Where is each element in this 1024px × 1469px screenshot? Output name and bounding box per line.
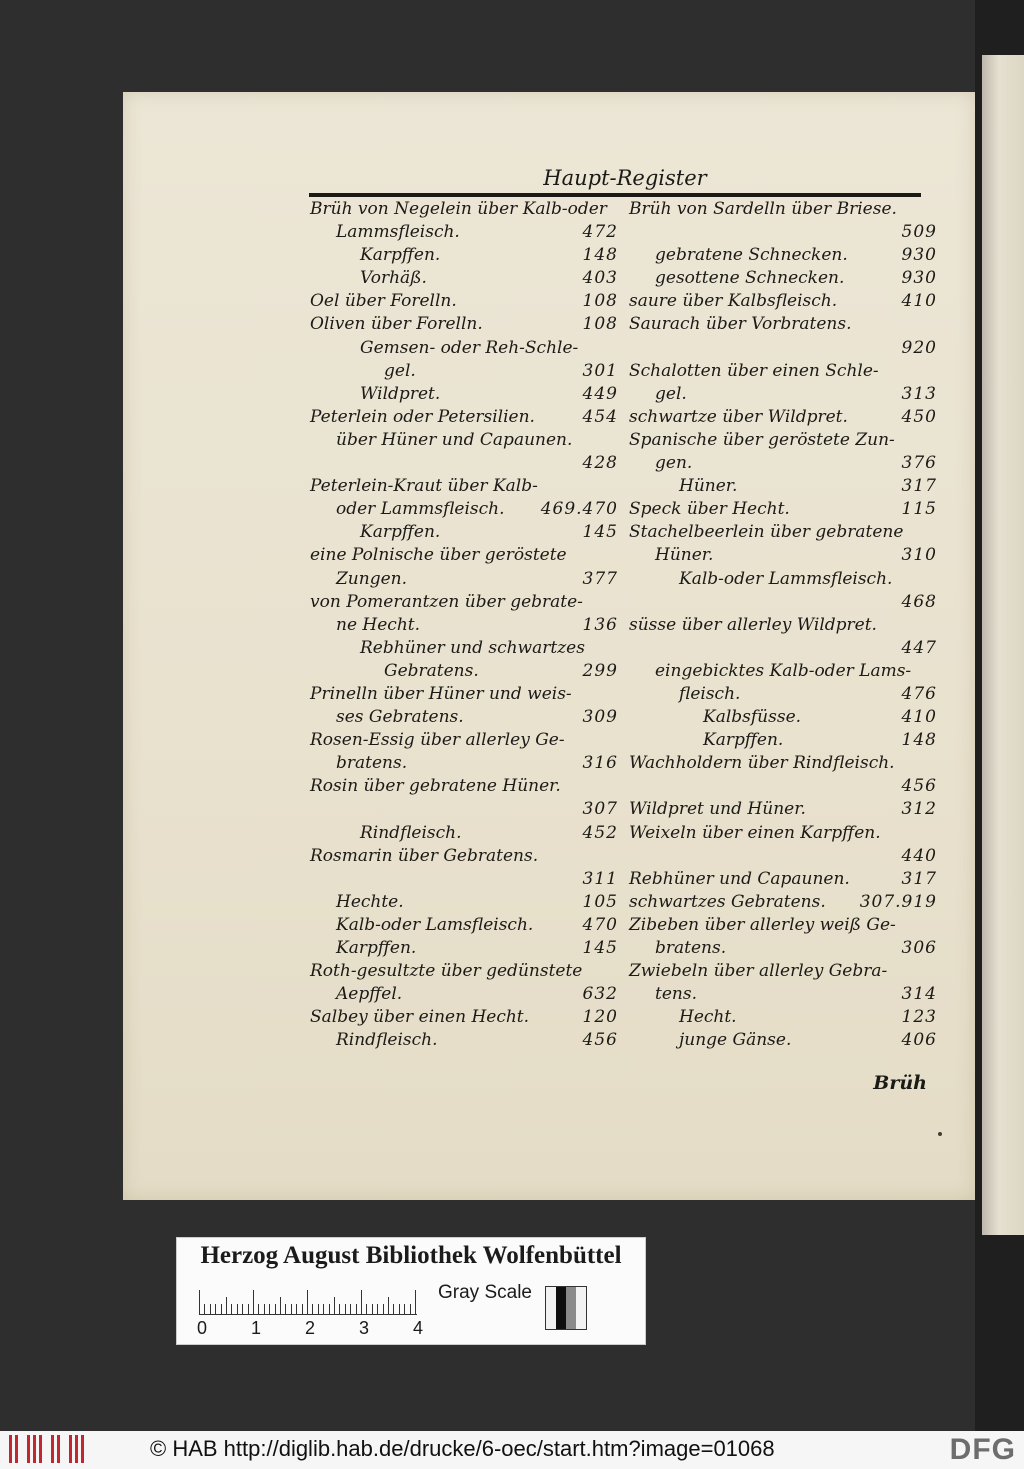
index-entry: [629, 637, 937, 660]
index-entry: [310, 868, 618, 891]
page-number: 108: [582, 291, 618, 312]
page-number: 449: [582, 383, 618, 404]
entry-text: Rosen-Essig über allerley Ge-: [310, 730, 565, 751]
entry-text: Zwiebeln über allerley Gebra-: [629, 961, 888, 982]
ruler-tick: [339, 1304, 340, 1314]
index-column-right: [629, 198, 937, 1052]
index-entry: [310, 637, 618, 660]
entry-text: gen.: [655, 453, 693, 474]
index-entry: [629, 244, 937, 267]
entry-text: Wildpret und Hüner.: [629, 799, 806, 820]
page-number: 447: [901, 637, 937, 658]
color-calibration-card: [176, 1237, 646, 1345]
entry-text: Karpffen.: [336, 938, 417, 958]
ruler-tick: [237, 1304, 238, 1314]
barcode-bar: [45, 1435, 48, 1463]
page-number: 148: [901, 730, 937, 751]
ruler-tick: [253, 1290, 254, 1314]
entry-text: süsse über allerley Wildpret.: [629, 614, 877, 635]
index-entry: [310, 198, 618, 221]
page-number: 316: [582, 753, 618, 774]
entry-text: Weixeln über einen Karpffen.: [629, 822, 881, 843]
ruler-tick: [302, 1304, 303, 1314]
entry-text: gebratene Schnecken.: [655, 245, 848, 266]
dfg-logo: DFG: [949, 1433, 1016, 1466]
page-number: 313: [901, 383, 937, 404]
barcode-bar: [51, 1435, 54, 1463]
ruler-tick: [291, 1304, 292, 1314]
ruler-tick: [361, 1290, 362, 1314]
entry-text: saure über Kalbsfleisch.: [629, 291, 838, 312]
entry-text: schwartze über Wildpret.: [629, 406, 848, 427]
entry-text: Gebratens.: [384, 660, 479, 681]
entry-text: Kalb-oder Lammsfleisch.: [679, 568, 893, 589]
entry-text: Hecht.: [679, 1007, 737, 1028]
entry-text: über Hüner und Capaunen.: [336, 429, 573, 450]
entry-text: eine Polnische über geröstete: [310, 545, 567, 566]
index-entry: [629, 891, 937, 914]
index-entry: [310, 775, 618, 798]
ruler-number: 3: [359, 1318, 370, 1338]
index-entry: [310, 614, 618, 637]
page-number: 410: [901, 707, 937, 728]
ruler-number: 0: [197, 1318, 208, 1338]
entry-text: Rindfleisch.: [360, 822, 462, 843]
index-entry: [629, 660, 937, 683]
page-number: 306: [901, 938, 937, 958]
barcode-bar: [33, 1435, 36, 1463]
ruler-tick: [296, 1304, 297, 1314]
index-entry: [629, 198, 937, 221]
entry-text: gel.: [655, 383, 687, 404]
page-number: 115: [901, 499, 937, 520]
ruler-tick: [221, 1304, 222, 1314]
page-number: 299: [582, 660, 618, 681]
index-entry: [629, 591, 937, 614]
index-entry: [310, 1029, 618, 1052]
entry-text: Karpffen.: [360, 245, 441, 266]
index-entry: [310, 290, 618, 313]
index-entry: [629, 544, 937, 567]
index-entry: [310, 267, 618, 290]
ruler-tick: [393, 1304, 394, 1314]
ruler-tick: [345, 1304, 346, 1314]
page-number: 468: [901, 591, 937, 612]
index-entry: [310, 798, 618, 821]
index-entry: [310, 313, 618, 336]
index-entry: [310, 498, 618, 521]
index-entry: [629, 798, 937, 821]
index-entry: [310, 660, 618, 683]
index-entry: [629, 521, 937, 544]
entry-text: Brüh von Negelein über Kalb-oder: [310, 199, 607, 219]
entry-text: Zungen.: [336, 568, 408, 589]
barcode-bar: [15, 1435, 18, 1463]
ruler-tick: [248, 1304, 249, 1314]
page-number: 136: [582, 614, 618, 635]
entry-text: Rindfleisch.: [336, 1030, 438, 1051]
running-head: Haupt-Register: [543, 166, 707, 190]
index-entry: [310, 960, 618, 983]
head-rule: [309, 193, 921, 197]
page-number: 311: [582, 868, 618, 889]
ruler-tick: [350, 1304, 351, 1314]
index-entry: [629, 360, 937, 383]
entry-text: Gemsen- oder Reh-Schle-: [360, 337, 579, 358]
library-name: Herzog August Bibliothek Wolfenbüttel: [200, 1242, 622, 1269]
entry-text: schwartzes Gebratens.: [629, 891, 826, 912]
entry-text: Prinelln über Hüner und weis-: [310, 683, 572, 704]
entry-text: ne Hecht.: [336, 614, 421, 635]
entry-text: tens.: [655, 984, 697, 1005]
index-entry: [310, 591, 618, 614]
index-entry: [310, 452, 618, 475]
index-entry: [629, 983, 937, 1006]
index-entry: [310, 706, 618, 729]
index-entry: [310, 845, 618, 868]
page-number: 509: [901, 222, 937, 243]
index-entry: [629, 452, 937, 475]
ruler-tick: [323, 1304, 324, 1314]
ruler-number: 2: [305, 1318, 316, 1338]
index-entry: [310, 221, 618, 244]
barcode-bar: [57, 1435, 60, 1463]
page-number: 440: [901, 845, 937, 866]
entry-text: Salbey über einen Hecht.: [310, 1007, 530, 1028]
barcode-bar: [81, 1435, 84, 1463]
ruler-tick: [285, 1304, 286, 1314]
index-entry: [629, 568, 937, 591]
entry-text: eingebicktes Kalb-oder Lams-: [655, 660, 912, 681]
entry-text: Stachelbeerlein über gebratene: [629, 522, 904, 543]
index-entry: [629, 1006, 937, 1029]
index-entry: [629, 752, 937, 775]
entry-text: Rebhüner und Capaunen.: [629, 868, 850, 889]
barcode-bar: [21, 1435, 24, 1463]
page-number: 406: [901, 1030, 937, 1051]
gray-patch: [576, 1287, 586, 1329]
index-entry: [310, 337, 618, 360]
index-entry: [629, 706, 937, 729]
page-number: 145: [582, 522, 618, 543]
entry-text: Zibeben über allerley weiß Ge-: [629, 914, 896, 935]
ink-speck: [938, 1132, 942, 1136]
page-number: 428: [582, 453, 618, 474]
barcode-bar: [9, 1435, 12, 1463]
footer-bar: [0, 1431, 1024, 1469]
index-entry: [310, 1006, 618, 1029]
page-number: 469.470: [540, 499, 618, 520]
page-number: 930: [901, 268, 937, 289]
ruler-tick: [242, 1304, 243, 1314]
page-number: 454: [582, 406, 618, 427]
barcode-bar: [75, 1435, 78, 1463]
page-number: 108: [582, 314, 618, 335]
adjacent-page-edge: [982, 55, 1024, 1235]
index-entry: [310, 244, 618, 267]
entry-text: Wachholdern über Rindfleisch.: [629, 753, 895, 774]
page-number: 403: [582, 268, 618, 289]
index-entry: [629, 775, 937, 798]
index-entry: [310, 568, 618, 591]
index-entry: [310, 983, 618, 1006]
gray-patch: [556, 1287, 566, 1329]
page-number: 123: [901, 1007, 937, 1028]
entry-text: von Pomerantzen über gebrate-: [310, 591, 583, 612]
gray-scale-patches: [545, 1286, 587, 1330]
ruler-tick: [204, 1304, 205, 1314]
ruler-tick: [372, 1304, 373, 1314]
index-entry: [629, 267, 937, 290]
entry-text: Aepffel.: [336, 984, 403, 1005]
index-entry: [310, 937, 618, 960]
entry-text: gesottene Schnecken.: [655, 268, 845, 289]
page-number: 476: [901, 683, 937, 704]
entry-text: Peterlein-Kraut über Kalb-: [310, 476, 538, 497]
page-number: 148: [582, 245, 618, 266]
page-number: 470: [582, 914, 618, 935]
barcode-bar: [27, 1435, 30, 1463]
ruler-number: 1: [251, 1318, 262, 1338]
ruler-tick: [383, 1304, 384, 1314]
index-entry: [310, 383, 618, 406]
page-number: 307: [582, 799, 618, 820]
gray-patch: [566, 1287, 576, 1329]
entry-text: Rosin über gebratene Hüner.: [310, 776, 561, 797]
page-number: 632: [582, 984, 618, 1005]
page-number: 105: [582, 891, 618, 912]
entry-text: Rebhüner und schwartzes: [360, 637, 585, 658]
ruler-tick: [312, 1304, 313, 1314]
index-entry: [629, 822, 937, 845]
index-entry: [629, 221, 937, 244]
index-entry: [310, 406, 618, 429]
page-number: 310: [901, 545, 937, 566]
index-entry: [629, 960, 937, 983]
ruler-tick: [275, 1304, 276, 1314]
ruler-tick: [356, 1304, 357, 1314]
page-number: 376: [901, 453, 937, 474]
index-entry: [310, 891, 618, 914]
index-entry: [629, 914, 937, 937]
gray-scale-label: Gray Scale: [438, 1282, 532, 1303]
entry-text: Roth-gesultzte über gedünstete: [310, 961, 583, 982]
entry-text: Hechte.: [336, 891, 404, 912]
index-entry: [310, 752, 618, 775]
index-entry: [310, 683, 618, 706]
page-number: 307.919: [859, 891, 937, 912]
entry-text: Brüh von Sardelln über Briese.: [629, 199, 897, 219]
ruler-tick: [210, 1304, 211, 1314]
entry-text: Rosmarin über Gebratens.: [310, 845, 539, 866]
index-entry: [629, 429, 937, 452]
barcode-bar: [39, 1435, 42, 1463]
index-entry: [629, 406, 937, 429]
page-number: 377: [582, 568, 618, 589]
page-number: 456: [582, 1030, 618, 1051]
entry-text: bratens.: [655, 938, 727, 958]
ruler-tick: [404, 1304, 405, 1314]
entry-text: ses Gebratens.: [336, 707, 464, 728]
index-entry: [310, 914, 618, 937]
entry-text: Hüner.: [679, 476, 738, 497]
entry-text: Hüner.: [655, 545, 714, 566]
page-number: 317: [901, 868, 937, 889]
page-number: 472: [582, 222, 618, 243]
ruler-tick: [231, 1304, 232, 1314]
entry-text: Oel über Forelln.: [310, 291, 457, 312]
barcode-icon: [9, 1435, 84, 1463]
index-entry: [310, 544, 618, 567]
ruler-tick: [215, 1304, 216, 1314]
index-entry: [629, 290, 937, 313]
index-entry: [629, 313, 937, 336]
entry-text: bratens.: [336, 753, 408, 774]
page-number: 120: [582, 1007, 618, 1028]
index-entry: [310, 360, 618, 383]
index-entry: [310, 429, 618, 452]
page-number: 920: [901, 337, 937, 358]
index-entry: [629, 475, 937, 498]
index-entry: [629, 683, 937, 706]
entry-text: Lammsfleisch.: [336, 222, 460, 243]
index-entry: [629, 383, 937, 406]
ruler-tick: [318, 1304, 319, 1314]
book-page: [123, 92, 975, 1200]
footer-link[interactable]: © HAB http://diglib.hab.de/drucke/6-oec/start.htm?image=01068: [150, 1436, 775, 1461]
ruler-tick: [388, 1297, 389, 1314]
entry-text: Saurach über Vorbratens.: [629, 314, 852, 335]
ruler-tick: [226, 1297, 227, 1314]
entry-text: Wildpret.: [360, 383, 441, 404]
index-entry: [629, 729, 937, 752]
measuring-ruler: [199, 1284, 417, 1315]
entry-text: gel.: [384, 360, 416, 381]
page-number: 456: [901, 776, 937, 797]
entry-text: Peterlein oder Petersilien.: [310, 406, 535, 427]
page-number: 301: [582, 360, 618, 381]
ruler-tick: [399, 1304, 400, 1314]
index-entry: [629, 498, 937, 521]
index-entry: [629, 868, 937, 891]
ruler-tick: [377, 1304, 378, 1314]
index-entry: [629, 1029, 937, 1052]
entry-text: Spanische über geröstete Zun-: [629, 429, 895, 450]
ruler-tick: [269, 1304, 270, 1314]
ruler-tick: [307, 1290, 308, 1314]
page-number: 312: [901, 799, 937, 820]
page-number: 314: [901, 984, 937, 1005]
ruler-tick: [366, 1304, 367, 1314]
catchword: Brüh: [873, 1072, 927, 1094]
index-entry: [310, 822, 618, 845]
entry-text: Kalbsfüsse.: [703, 707, 802, 728]
index-column-left: [310, 198, 618, 1052]
page-number: 309: [582, 707, 618, 728]
entry-text: Kalb-oder Lamsfleisch.: [336, 914, 534, 935]
index-entry: [629, 937, 937, 960]
entry-text: oder Lammsfleisch.: [336, 499, 505, 520]
entry-text: Oliven über Forelln.: [310, 314, 483, 335]
ruler-tick: [199, 1290, 200, 1314]
ruler-tick: [415, 1290, 416, 1314]
ruler-tick: [329, 1304, 330, 1314]
entry-text: junge Gänse.: [679, 1030, 792, 1051]
gray-patch: [546, 1287, 556, 1329]
index-entry: [629, 614, 937, 637]
ruler-tick: [334, 1297, 335, 1314]
entry-text: Karpffen.: [703, 730, 784, 751]
barcode-bar: [63, 1435, 66, 1463]
index-entry: [310, 521, 618, 544]
page-number: 145: [582, 938, 618, 958]
index-entry: [310, 475, 618, 498]
page-number: 452: [582, 822, 618, 843]
page-number: 410: [901, 291, 937, 312]
index-entry: [629, 337, 937, 360]
index-entry: [310, 729, 618, 752]
entry-text: Speck über Hecht.: [629, 499, 790, 520]
ruler-tick: [410, 1304, 411, 1314]
barcode-bar: [69, 1435, 72, 1463]
ruler-tick: [258, 1304, 259, 1314]
entry-text: Karpffen.: [360, 522, 441, 543]
ruler-number: 4: [413, 1318, 424, 1338]
entry-text: Schalotten über einen Schle-: [629, 360, 879, 381]
index-entry: [629, 845, 937, 868]
entry-text: Vorhäß.: [360, 268, 427, 289]
page-number: 317: [901, 476, 937, 497]
entry-text: fleisch.: [679, 683, 741, 704]
ruler-tick: [280, 1297, 281, 1314]
page-number: 930: [901, 245, 937, 266]
ruler-tick: [264, 1304, 265, 1314]
page-number: 450: [901, 406, 937, 427]
